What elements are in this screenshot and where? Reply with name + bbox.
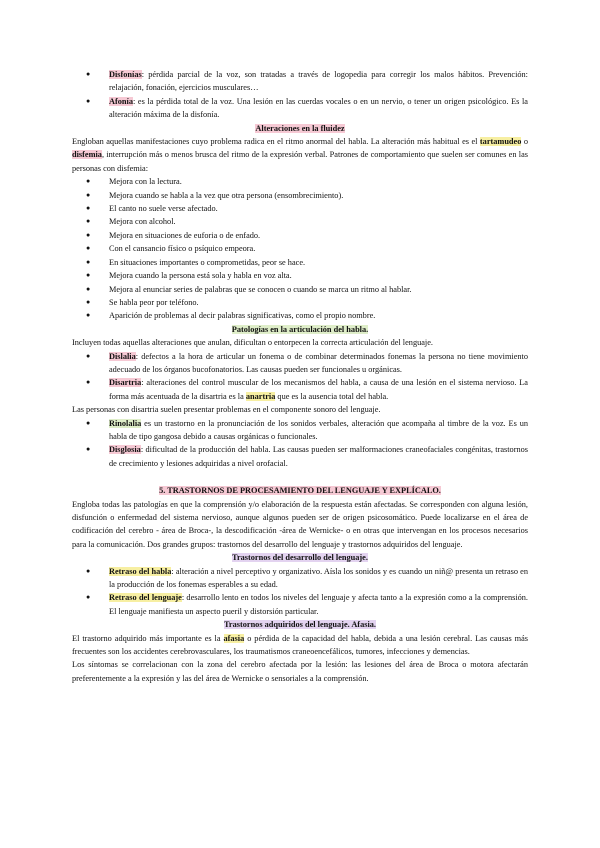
rinolalia-text: es un trastorno en la pronunciación de los sonidos verbales, alteración que acompaña al timbre de la voz. Es un habla de tipo gangosa debido a causas orgánicas o funcionales.	[109, 418, 528, 441]
list-item-retraso-lenguaje	[72, 591, 528, 618]
list-item-afonia	[72, 95, 528, 122]
section-5-title-text: 5. TRASTORNOS DE PROCESAMIENTO DEL LENGUAJE Y EXPLÍCALO.	[159, 486, 441, 496]
fluidez-intro	[72, 135, 528, 175]
fluidez-connector: o	[521, 137, 528, 147]
afasia-text-b: o pérdida de la capacidad del habla, debida a una lesión cerebral. Las causas más frecuentes son los accidentes cerebrovasculares, los traumatismos craneoencefálicos, tumores, infecciones y demencias.	[72, 633, 528, 657]
list-item: ● Mejora con alcohol.	[72, 215, 528, 228]
term-retraso-lenguaje: Retraso del lenguaje	[109, 593, 182, 603]
retraso-habla-text: : alteración a nivel perceptivo y organizativo. Aísla los sonidos y es cuando un niñ@ presenta un retraso en la producción de los fonemas esperables a su edad.	[109, 566, 528, 590]
list-item-rinolalia	[72, 417, 528, 444]
list-item: ● El canto no suele verse afectado.	[72, 202, 528, 215]
section-5-intro: Engloba todas las patologías en que la comprensión y/o elaboración de la respuesta están afectadas. Se corresponden con alguna lesión, disfunción o enfermedad del sistema nervioso, aunque algunos pueden ser de origen psicosomático. Puede localizarse en el área de codificación del cerebro - área de Broca-, la descodificación -área de Wernicke- o en otras que intervengan en los procesos necesarios para la comunicación. Dos grandes grupos: trastornos del desarrollo del lenguaje y trastornos adquiridos del lenguaje.	[72, 499, 528, 549]
list-item-dislalia	[72, 350, 528, 377]
sintomas-paragraph: Los síntomas se correlacionan con la zona del cerebro afectada por la lesión: las lesiones del área de Broca o motora afectarán preferentemente a la expresión y las del área de Wernicke o sensoriales a la comprensión.	[72, 660, 528, 683]
list-item: ● Mejora con la lectura.	[72, 175, 528, 188]
section-5-title	[72, 484, 528, 497]
disglosia-text: : dificultad de la producción del habla. Las causas pueden ser malformaciones craneofaciales congénitas, trastornos de crecimiento y lesiones adquiridas a nivel orofacial.	[109, 445, 528, 468]
list-item: ● Mejora cuando la persona está sola y habla en voz alta.	[72, 269, 528, 282]
retraso-lenguaje-text: : desarrollo lento en todos los niveles del lenguaje y afecta tanto a la expresión como a la comprensión. El lenguaje manifiesta un aspecto pueril y distorsión particular.	[109, 593, 528, 616]
list-item: ● Mejora al enunciar series de palabras que se conocen o cuando se marca un ritmo al hablar.	[72, 283, 528, 296]
term-afasia: afasia	[223, 633, 245, 643]
fluidez-intro-a: Engloban aquellas manifestaciones cuyo problema radica en el ritmo anormal del habla. La alteración más habitual es el	[72, 137, 480, 147]
section-spacer	[72, 470, 528, 484]
term-disfemia: disfemia	[72, 150, 102, 160]
term-rinolalia: Rinolalia	[109, 418, 142, 428]
term-anartria: anartria	[245, 391, 276, 401]
heading-fluidez	[72, 122, 528, 135]
list-item: ● En situaciones importantes o comprometidas, peor se hace.	[72, 256, 528, 269]
afasia-text-a: El trastorno adquirido más importante es la	[72, 633, 224, 643]
heading-fluidez-text: Alteraciones en la fluidez	[255, 123, 345, 133]
heading-desarrollo	[72, 551, 528, 564]
term-disfonias: Disfonías	[109, 70, 142, 79]
list-item: ● Con el cansancio físico o psíquico empeora.	[72, 242, 528, 255]
list-item-disglosia	[72, 443, 528, 470]
heading-adquiridos	[72, 618, 528, 631]
afonia-text: : es la pérdida total de la voz. Una lesión en las cuerdas vocales o en un nervio, o tener un origen psicológico. Es la alteración máxima de la disfonía.	[109, 96, 528, 120]
fluidez-intro-b: , interrupción más o menos brusca del ritmo de la expresión verbal. Patrones de comportamiento que suelen ser comunes en las personas con disfemia:	[72, 150, 528, 173]
articulacion-list	[72, 350, 528, 404]
term-tartamudeo: tartamudeo	[479, 137, 522, 147]
articulacion-list-2	[72, 417, 528, 471]
desarrollo-list	[72, 565, 528, 619]
afasia-paragraph	[72, 632, 528, 659]
heading-desarrollo-text: Trastornos del desarrollo del lenguaje.	[232, 553, 368, 563]
term-disglosia: Disglosia	[109, 445, 141, 455]
list-item: ● Aparición de problemas al decir palabras significativas, como el propio nombre.	[72, 309, 528, 322]
dislalia-text: : defectos a la hora de articular un fonema o de combinar determinados fonemas la persona no tiene movimiento adecuado de los órganos bucofonatorios. Las causas pueden ser funcionales u orgánicas.	[109, 351, 528, 374]
list-item-disfonias	[72, 68, 528, 95]
heading-articulacion-text: Patologías en la articulación del habla.	[231, 324, 369, 334]
term-disartria: Disartria	[109, 378, 142, 388]
list-item: ● Se habla peor por teléfono.	[72, 296, 528, 309]
voice-disorders-list	[72, 68, 528, 122]
document-page	[72, 68, 528, 685]
list-item-disartria	[72, 376, 528, 403]
term-retraso-habla: Retraso del habla	[109, 566, 172, 576]
heading-adquiridos-text: Trastornos adquiridos del lenguaje. Afasia.	[224, 620, 376, 630]
list-item: ● Mejora en situaciones de euforia o de enfado.	[72, 229, 528, 242]
disfonias-text: : pérdida parcial de la voz, son tratadas a través de logopedia para corregir los malos hábitos. Prevención: relajación, fonación, ejercicios musculares…	[109, 70, 528, 93]
disartria-note: Las personas con disartria suelen presentar problemas en el componente sonoro del lenguaje.	[72, 405, 381, 415]
term-afonia: Afonía	[109, 96, 133, 106]
term-dislalia: Dislalia	[109, 351, 136, 361]
disartria-text-a: : alteraciones del control muscular de los mecanismos del habla, a causa de una lesión en el sistema nervioso. La forma más acentuada de la disartria es la	[109, 378, 528, 401]
list-item: ● Mejora cuando se habla a la vez que otra persona (ensombrecimiento).	[72, 189, 528, 202]
articulacion-intro: Incluyen todas aquellas alteraciones que anulan, dificultan o entorpecen la correcta articulación del lenguaje.	[72, 338, 433, 348]
heading-articulacion	[72, 323, 528, 336]
list-item-retraso-habla	[72, 565, 528, 592]
fluidez-list	[72, 175, 528, 322]
disartria-text-b: que es la ausencia total del habla.	[275, 391, 389, 401]
